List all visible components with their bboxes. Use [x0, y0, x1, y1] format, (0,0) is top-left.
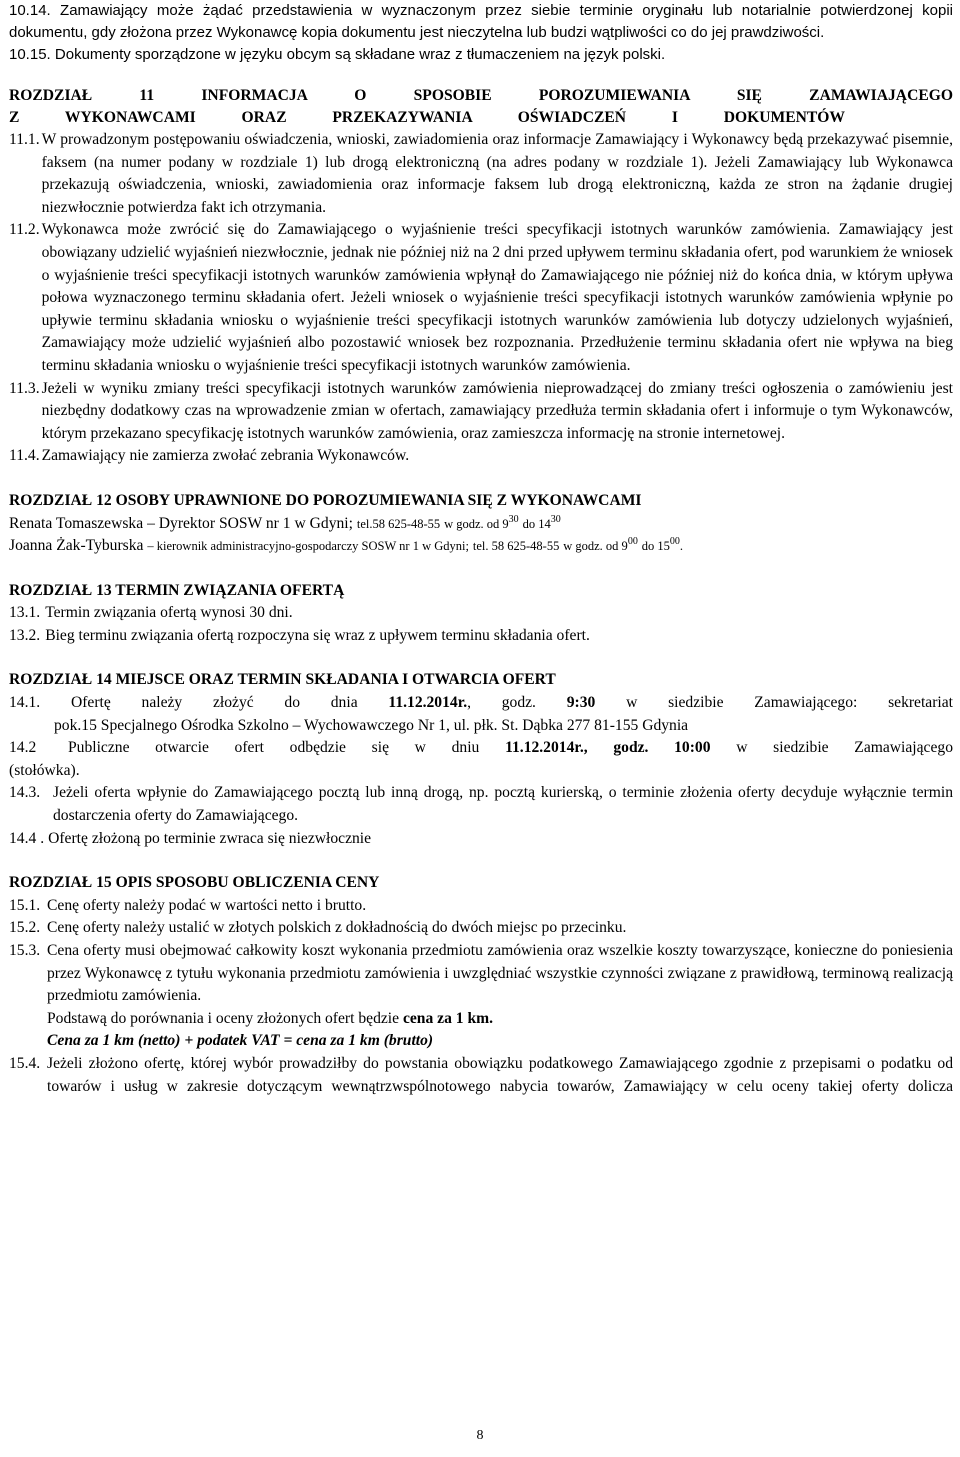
paragraph-number: 13.2. — [9, 626, 41, 644]
paragraph-11-2 — [9, 219, 953, 377]
contact-phone: tel. 58 625-48-55 — [472, 539, 560, 554]
contact-name: Joanna Żak-Tyburska — [9, 537, 144, 555]
paragraph-number: 14.2 — [9, 739, 37, 757]
paragraph-text: Podstawą do porównania i oceny złożonych ofert będzie — [47, 1009, 400, 1027]
paragraph-text: Jeżeli oferta wpłynie do Zamawiającego pocztą lub inną drogą, np. pocztą kurierską, o terminie złożenia oferty decyduje wyłącznie termin dostarczenia oferty do Zamawiającego. — [53, 784, 953, 825]
paragraph-14-3 — [9, 782, 953, 827]
paragraph-number: 14.4 . — [9, 829, 45, 847]
paragraph-number: 11.1. — [9, 131, 40, 148]
paragraph-text: W prowadzonym postępowaniu oświadczenia, wnioski, zawiadomienia oraz informacje Zamawiający i Wykonawcy będą przekazywać pisemnie, faksem (na numer podany w rozdziale 1) lub drogą elektroniczną (na adres podany w rozdziale 1). Jeżeli Zamawiający lub Wykonawca przekazują oświadczenia, wnioski, zawiadomienia oraz informacje faksem lub drogą elektroniczną, każda ze stron na żądanie drugiej niezwłocznie potwierdza fakt ich otrzymania. — [41, 131, 953, 216]
paragraph-14-2-line-2: (stołówka). — [9, 761, 80, 779]
submission-time: 9:30 — [566, 694, 596, 712]
evaluation-basis — [47, 1008, 953, 1031]
contact-person-1 — [9, 513, 953, 536]
paragraph-number: 15.2. — [9, 919, 41, 937]
paragraph-10-14 — [9, 0, 953, 44]
paragraph-text: Cena oferty musi obejmować całkowity koszt wykonania przedmiotu zamówienia oraz wszelkie koszty towarzyszące, konieczne do poniesienia przez Wykonawcę z tytułu wykonania przedmiotu zamówienia i uwzględniać wszystkie czynności związane z prawidłową, terminową realizacją przedmiotu zamówienia. — [47, 942, 953, 1005]
paragraph-text: Jeżeli złożono ofertę, której wybór prowadziłby do powstania obowiązku podatkowego Zamawiającego zgodnie z przepisami o podatku od towarów i usług w zakresie dotyczącym wewnątrzwspólnotowego nabycia towarów, Zamawiający w celu oceny takiej oferty dolicza — [47, 1054, 953, 1095]
paragraph-text: Cenę oferty należy ustalić w złotych polskich z dokładnością do dwóch miejsc po przecinku. — [47, 919, 627, 937]
paragraph-text: Dokumenty sporządzone w języku obcym są składane wraz z tłumaczeniem na język polski. — [54, 46, 666, 63]
evaluation-criterion: cena za 1 km. — [402, 1009, 494, 1027]
hours-to-minutes: 30 — [550, 513, 561, 525]
paragraph-text: Zamawiający może żądać przedstawienia w wyznaczonym przez siebie terminie oryginału lub notarialnie potwierdzonej kopii dokumentu, gdy złożona przez Wykonawcę kopia dokumentu jest nieczytelna lub budzi wątpliwości co do jej prawdziwości. — [9, 2, 953, 41]
paragraph-text: Wykonawca może zwrócić się do Zamawiającego o wyjaśnienie treści specyfikacji istotnych warunków zamówienia. Zamawiający jest obowiązany udzielić wyjaśnień niezwłocznie, jednak nie później niż na 2 dni przed upływem terminu składania ofert, pod warunkiem że wniosek o wyjaśnienie treści specyfikacji istotnych warunków zamówienia wpłynął do Zamawiającego nie później niż do końca dnia, w którym upływa połowa wyznaczonego terminu składania ofert. Jeżeli wniosek o wyjaśnienie treści specyfikacji istotnych warunków zamówienia wpłynie po upływie terminu składania wniosku o wyjaśnienie treści specyfikacji istotnych warunków zamówienia lub dotyczy udzielonych wyjaśnień, Zamawiający może udzielić wyjaśnień albo pozostawić wniosek bez rozpoznania. Przedłużenie terminu składania ofert nie wpływa na bieg terminu składania wniosku o wyjaśnienie treści specyfikacji istotnych warunków zamówienia. — [41, 221, 953, 374]
paragraph-13-1 — [9, 602, 953, 625]
section-12-heading: ROZDZIAŁ 12 OSOBY UPRAWNIONE DO POROZUMIEWANIA SIĘ Z WYKONAWCAMI — [9, 491, 642, 509]
document-page — [9, 0, 953, 1098]
section-15-heading: ROZDZIAŁ 15 OPIS SPOSOBU OBLICZENIA CENY — [9, 874, 380, 892]
section-11-heading-line-1: ROZDZIAŁ 11 INFORMACJA O SPOSOBIE POROZUMIEWANIA SIĘ ZAMAWIAJĄCEGO — [9, 87, 953, 104]
paragraph-number: 10.14. — [9, 2, 51, 19]
contact-person-2 — [9, 535, 953, 558]
submission-date: 11.12.2014r. — [388, 694, 468, 712]
paragraph-14-1 — [9, 692, 953, 715]
paragraph-number: 11.4. — [9, 447, 40, 465]
paragraph-number: 10.15. — [9, 46, 51, 63]
contact-hours-to: do 15 — [641, 539, 670, 554]
paragraph-number: 13.1. — [9, 604, 41, 622]
paragraph-text: Zamawiający nie zamierza zwołać zebrania Wykonawców. — [41, 447, 410, 465]
paragraph-body — [47, 940, 953, 1053]
paragraph-14-2 — [9, 737, 953, 760]
paragraph-text: Jeżeli w wyniku zmiany treści specyfikacji istotnych warunków zamówienia nieprowadzącej do zmiany treści ogłoszenia o zamówieniu jest niezbędny dodatkowy czas na wprowadzenie zmian w ofertach, zamawiający przedłuża termin składania ofert i informuje o tym Wykonawców, którym przekazano specyfikację istotnych warunków zamówienia, oraz zamieszcza informację na stronie internetowej. — [41, 379, 953, 442]
paragraph-text: Cenę oferty należy podać w wartości netto i brutto. — [47, 896, 367, 914]
paragraph-15-2 — [9, 917, 953, 940]
paragraph-text: Publiczne otwarcie ofert odbędzie się w dniu — [68, 739, 480, 757]
paragraph-number: 14.1. — [9, 694, 41, 712]
paragraph-number: 15.1. — [9, 896, 41, 914]
paragraph-10-15 — [9, 44, 953, 66]
paragraph-text: w siedzibie Zamawiającego — [736, 739, 953, 757]
contact-hours-from: w godz. od 9 — [563, 539, 628, 554]
paragraph-text: , godz. — [467, 694, 536, 712]
paragraph-15-3 — [9, 940, 953, 1053]
paragraph-number: 11.2. — [9, 221, 40, 239]
paragraph-text: Ofertę należy złożyć do dnia — [70, 694, 358, 712]
contact-role: – kierownik administracyjno-gospodarczy SOSW nr 1 w Gdyni; — [147, 539, 469, 554]
paragraph-15-4 — [9, 1053, 953, 1098]
section-14-heading: ROZDZIAŁ 14 MIEJSCE ORAZ TERMIN SKŁADANIA I OTWARCIA OFERT — [9, 671, 556, 689]
contact-hours-from: w godz. od 9 — [444, 516, 509, 531]
paragraph-number: 11.3. — [9, 379, 40, 397]
hours-from-minutes: 00 — [627, 536, 638, 548]
paragraph-number: 15.3. — [9, 942, 41, 959]
paragraph-text: Ofertę złożoną po terminie zwraca się niezwłocznie — [48, 829, 372, 847]
contact-role: – Dyrektor SOSW nr 1 w Gdyni; — [147, 514, 353, 532]
contact-phone: tel.58 625-48-55 — [356, 516, 441, 531]
paragraph-14-4 — [9, 828, 953, 851]
paragraph-text: Bieg terminu związania ofertą rozpoczyna się wraz z upływem terminu składania ofert. — [45, 626, 590, 644]
paragraph-text: w siedzibie Zamawiającego: sekretariat — [626, 694, 954, 712]
hours-from-minutes: 30 — [508, 513, 519, 525]
paragraph-11-4 — [9, 445, 953, 468]
paragraph-13-2 — [9, 625, 953, 648]
paragraph-11-1 — [9, 129, 953, 219]
paragraph-number: 15.4. — [9, 1054, 41, 1072]
contact-name: Renata Tomaszewska — [9, 514, 144, 532]
contact-hours-to: do 14 — [522, 516, 551, 531]
paragraph-11-3 — [9, 378, 953, 446]
paragraph-15-1 — [9, 895, 953, 918]
paragraph-14-1-line-2: pok.15 Specjalnego Ośrodka Szkolno – Wychowawczego Nr 1, ul. płk. St. Dąbka 277 81-155 Gdynia — [54, 716, 689, 734]
section-13-heading: ROZDZIAŁ 13 TERMIN ZWIĄZANIA OFERTĄ — [9, 581, 345, 599]
page-number: 8 — [476, 1428, 484, 1443]
price-formula: Cena za 1 km (netto) + podatek VAT = cena za 1 km (brutto) — [47, 1032, 434, 1050]
paragraph-text: Termin związania ofertą wynosi 30 dni. — [45, 604, 293, 622]
opening-date-time: 11.12.2014r., godz. 10:00 — [505, 739, 711, 757]
section-11-heading-line-2: Z WYKONAWCAMI ORAZ PRZEKAZYWANIA OŚWIADCZEŃ I DOKUMENTÓW — [9, 109, 845, 126]
sentence-end: . — [679, 539, 683, 554]
hours-to-minutes: 00 — [669, 536, 680, 548]
paragraph-number: 14.3. — [9, 784, 41, 802]
